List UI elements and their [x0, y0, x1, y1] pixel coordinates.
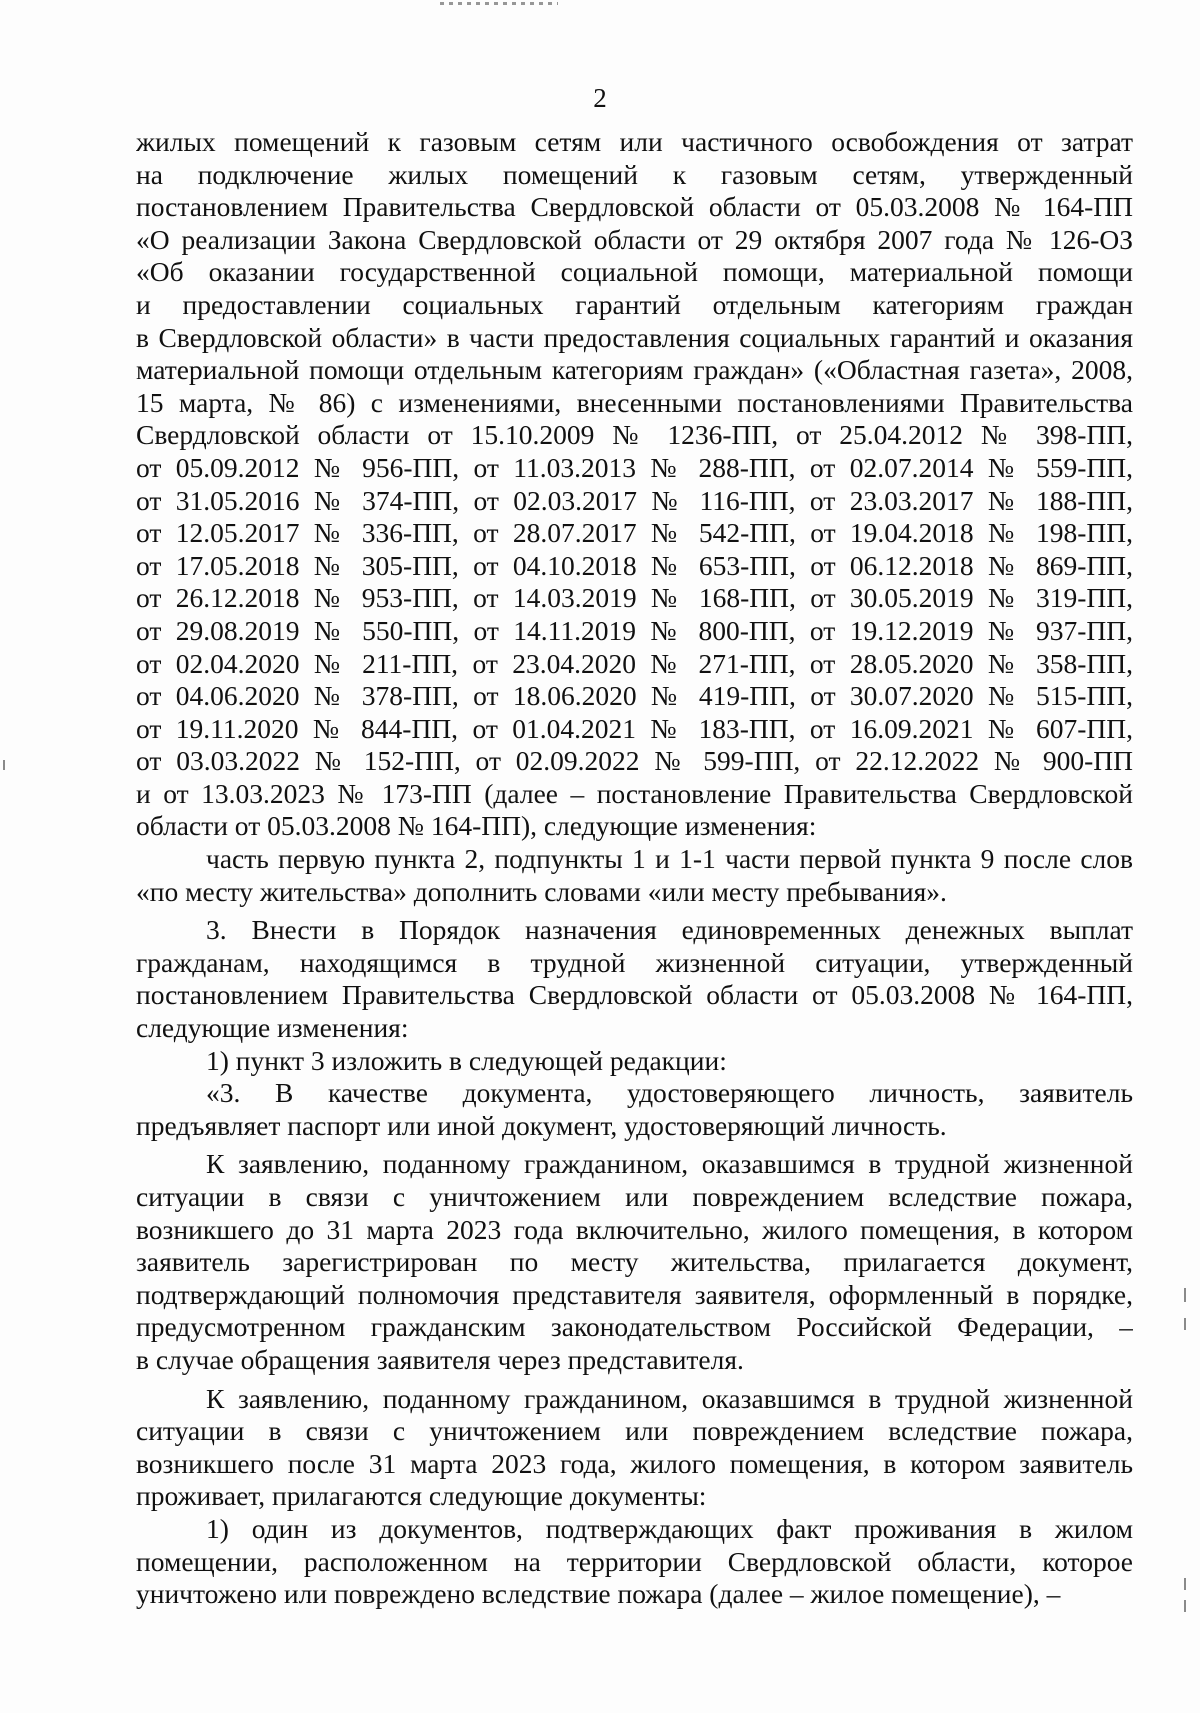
- text-line: материальной помощи отдельным категориям граждан» («Областная газета», 2008,: [136, 354, 1133, 386]
- text-line: помещении, расположенном на территории Свердловской области, которое: [136, 1545, 1133, 1577]
- text-line: от 04.06.2020 № 378-ПП, от 18.06.2020 № 419-ПП, от 30.07.2020 № 515-ПП,: [136, 680, 1133, 712]
- scan-artifact: [1184, 1578, 1186, 1590]
- paragraph: [136, 1045, 1133, 1078]
- text-line: от 31.05.2016 № 374-ПП, от 02.03.2017 № 116-ПП, от 23.03.2017 № 188-ПП,: [136, 484, 1133, 516]
- text-line: от 12.05.2017 № 336-ПП, от 28.07.2017 № 542-ПП, от 19.04.2018 № 198-ПП,: [136, 517, 1133, 549]
- text-line: «3. В качестве документа, удостоверяющего личность, заявитель: [206, 1077, 1133, 1109]
- scan-artifact: [1184, 1288, 1186, 1302]
- text-line: К заявлению, поданному гражданином, оказавшимся в трудной жизненной: [206, 1382, 1133, 1414]
- paragraph: [136, 1513, 1133, 1611]
- text-line: предусмотренном гражданским законодательством Российской Федерации, –: [136, 1311, 1133, 1343]
- document-body: [136, 126, 1133, 1611]
- text-line: Свердловской области от 15.10.2009 № 1236-ПП, от 25.04.2012 № 398-ПП,: [136, 419, 1133, 451]
- text-line: и предоставлении социальных гарантий отдельным категориям граждан: [136, 288, 1133, 320]
- scan-artifact: [3, 760, 5, 770]
- text-line: в случае обращения заявителя через представителя.: [136, 1343, 744, 1375]
- text-line: «Об оказании государственной социальной помощи, материальной помощи: [136, 256, 1133, 288]
- text-line: заявитель зарегистрирован по месту жительства, прилагается документ,: [136, 1246, 1133, 1278]
- paragraph: [136, 914, 1133, 1044]
- text-line: 1) один из документов, подтверждающих факт проживания в жилом: [206, 1512, 1133, 1544]
- text-line: «О реализации Закона Свердловской области от 29 октября 2007 года № 126-ОЗ: [136, 223, 1133, 255]
- text-line: постановлением Правительства Свердловской области от 05.03.2008 № 164-ПП: [136, 191, 1133, 223]
- text-line: в Свердловской области» в части предоставления социальных гарантий и оказания: [136, 321, 1133, 353]
- text-line: часть первую пункта 2, подпункты 1 и 1-1 части первой пункта 9 после слов: [206, 843, 1133, 875]
- paragraph: [136, 1383, 1133, 1513]
- scan-artifact: [1184, 1318, 1186, 1330]
- text-line: подтверждающий полномочия представителя заявителя, оформленный в порядке,: [136, 1278, 1133, 1310]
- text-line: области от 05.03.2008 № 164-ПП), следующие изменения:: [136, 810, 817, 842]
- text-line: 15 марта, № 86) с изменениями, внесенными постановлениями Правительства: [136, 386, 1133, 418]
- paragraph: [136, 126, 1133, 843]
- scan-artifact: [440, 2, 558, 5]
- text-line: возникшего до 31 марта 2023 года включительно, жилого помещения, в котором: [136, 1213, 1133, 1245]
- page-number: 2: [593, 83, 607, 113]
- text-line: К заявлению, поданному гражданином, оказавшимся в трудной жизненной: [206, 1148, 1133, 1180]
- text-line: следующие изменения:: [136, 1012, 409, 1044]
- text-line: от 05.09.2012 № 956-ПП, от 11.03.2013 № 288-ПП, от 02.07.2014 № 559-ПП,: [136, 451, 1133, 483]
- scan-artifact: [1184, 1600, 1186, 1612]
- text-line: на подключение жилых помещений к газовым сетям, утвержденный: [136, 158, 1133, 190]
- text-line: от 02.04.2020 № 211-ПП, от 23.04.2020 № 271-ПП, от 28.05.2020 № 358-ПП,: [136, 647, 1133, 679]
- text-line: жилых помещений к газовым сетям или частичного освобождения от затрат: [136, 126, 1133, 157]
- text-line: 3. Внести в Порядок назначения единовременных денежных выплат: [206, 914, 1133, 946]
- text-line: от 03.03.2022 № 152-ПП, от 02.09.2022 № 599-ПП, от 22.12.2022 № 900-ПП: [136, 745, 1133, 777]
- text-line: «по месту жительства» дополнить словами «или месту пребывания».: [136, 875, 947, 907]
- text-line: ситуации в связи с уничтожением или повреждением вследствие пожара,: [136, 1415, 1133, 1447]
- paragraph: [136, 1077, 1133, 1142]
- text-line: и от 13.03.2023 № 173-ПП (далее – постановление Правительства Свердловской: [136, 777, 1133, 809]
- text-line: гражданам, находящимся в трудной жизненной ситуации, утвержденный: [136, 946, 1133, 978]
- paragraph: [136, 843, 1133, 908]
- text-line: от 17.05.2018 № 305-ПП, от 04.10.2018 № 653-ПП, от 06.12.2018 № 869-ПП,: [136, 549, 1133, 581]
- text-line: постановлением Правительства Свердловской области от 05.03.2008 № 164-ПП,: [136, 979, 1133, 1011]
- text-line: 1) пункт 3 изложить в следующей редакции:: [206, 1044, 727, 1076]
- paragraph: [136, 1148, 1133, 1376]
- text-line: уничтожено или повреждено вследствие пожара (далее – жилое помещение), –: [136, 1578, 1061, 1610]
- text-line: ситуации в связи с уничтожением или повреждением вследствие пожара,: [136, 1181, 1133, 1212]
- text-line: проживает, прилагаются следующие документы:: [136, 1480, 707, 1512]
- text-line: от 29.08.2019 № 550-ПП, от 14.11.2019 № 800-ПП, от 19.12.2019 № 937-ПП,: [136, 614, 1133, 646]
- text-line: предъявляет паспорт или иной документ, удостоверяющий личность.: [136, 1109, 947, 1141]
- text-line: возникшего после 31 марта 2023 года, жилого помещения, в котором заявитель: [136, 1447, 1133, 1479]
- text-line: от 19.11.2020 № 844-ПП, от 01.04.2021 № 183-ПП, от 16.09.2021 № 607-ПП,: [136, 712, 1133, 744]
- text-line: от 26.12.2018 № 953-ПП, от 14.03.2019 № 168-ПП, от 30.05.2019 № 319-ПП,: [136, 582, 1133, 614]
